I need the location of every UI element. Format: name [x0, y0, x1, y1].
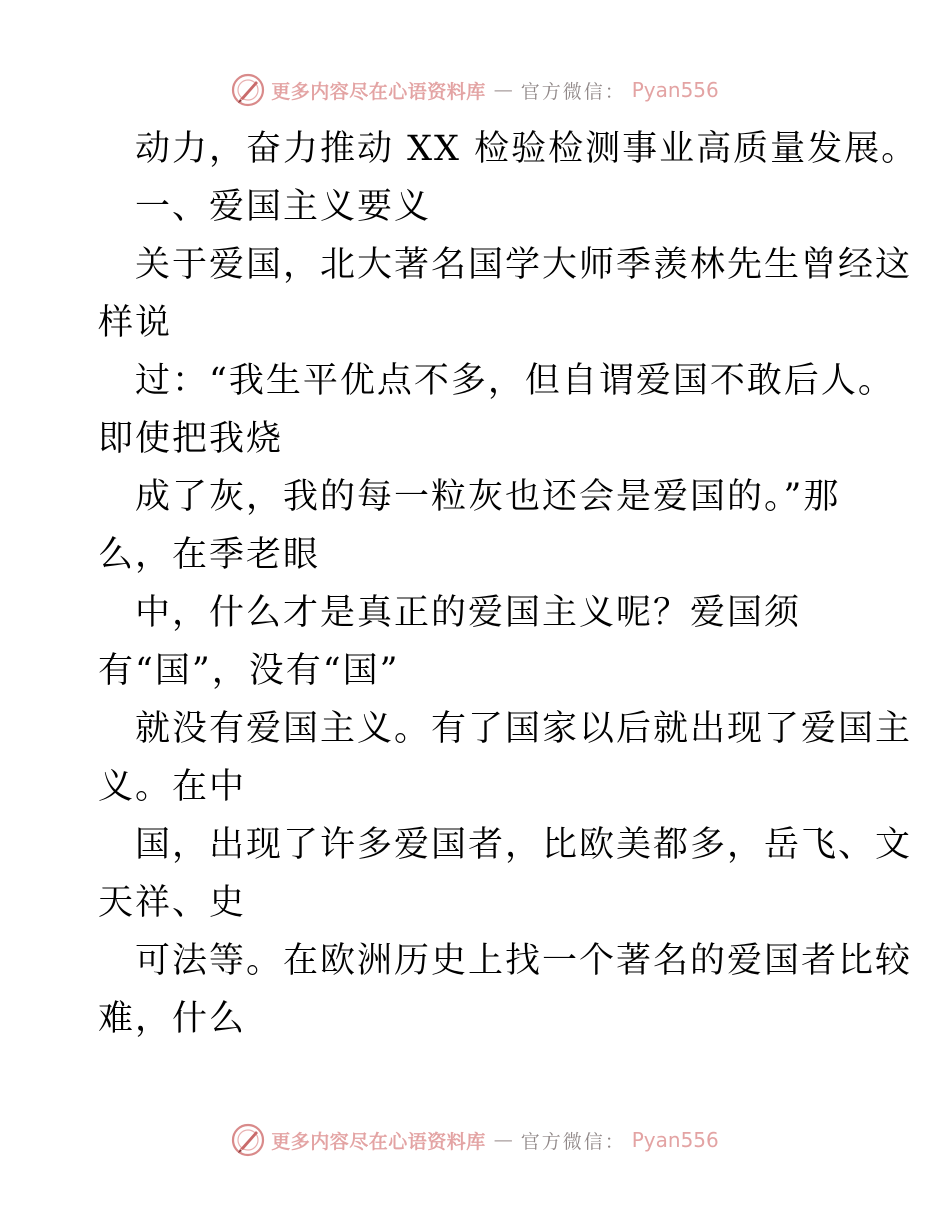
- watermark-wechat-id: Pyan556: [631, 78, 719, 102]
- text-line: 样说: [98, 303, 173, 343]
- text-line: 义。在中: [98, 767, 247, 807]
- watermark-dash: —: [493, 79, 513, 101]
- watermark-text: 更多内容尽在心语资料库: [271, 1130, 486, 1153]
- text-line: 难，什么: [98, 999, 247, 1039]
- text-line: 即使把我烧: [98, 419, 284, 459]
- text-line: 天祥、史: [98, 883, 247, 923]
- text-line: 关于爱国，北大著名国学大师季羡林先生曾经这: [135, 245, 913, 285]
- text-line: 可法等。在欧洲历史上找一个著名的爱国者比较: [135, 941, 913, 981]
- text-line: 就没有爱国主义。有了国家以后就出现了爱国主: [135, 709, 913, 749]
- watermark-label: 官方微信：: [520, 80, 626, 103]
- text-line: 么，在季老眼: [98, 535, 321, 575]
- text-line: 一、爱国主义要义: [135, 187, 432, 227]
- watermark-text: 更多内容尽在心语资料库: [271, 80, 486, 103]
- text-line: 国，出现了许多爱国者，比欧美都多，岳飞、文: [135, 825, 913, 865]
- quill-logo-icon: [231, 73, 265, 107]
- text-line: 动力，奋力推动 XX 检验检测事业高质量发展。: [135, 129, 919, 169]
- text-line: 中，什么才是真正的爱国主义呢？爱国须: [135, 593, 802, 633]
- watermark-dash: —: [493, 1129, 513, 1151]
- quill-logo-icon: [231, 1123, 265, 1157]
- watermark-wechat-id: Pyan556: [631, 1128, 719, 1152]
- document-body: [98, 120, 919, 1048]
- text-line: 过：“我生平优点不多，但自谓爱国不敢后人。: [135, 361, 895, 401]
- text-line: 有“国”，没有“国”: [98, 651, 400, 691]
- text-line: 成了灰，我的每一粒灰也还会是爱国的。”那: [135, 477, 841, 517]
- watermark-label: 官方微信：: [520, 1130, 626, 1153]
- header-watermark: [0, 70, 950, 110]
- footer-watermark: [0, 1120, 950, 1160]
